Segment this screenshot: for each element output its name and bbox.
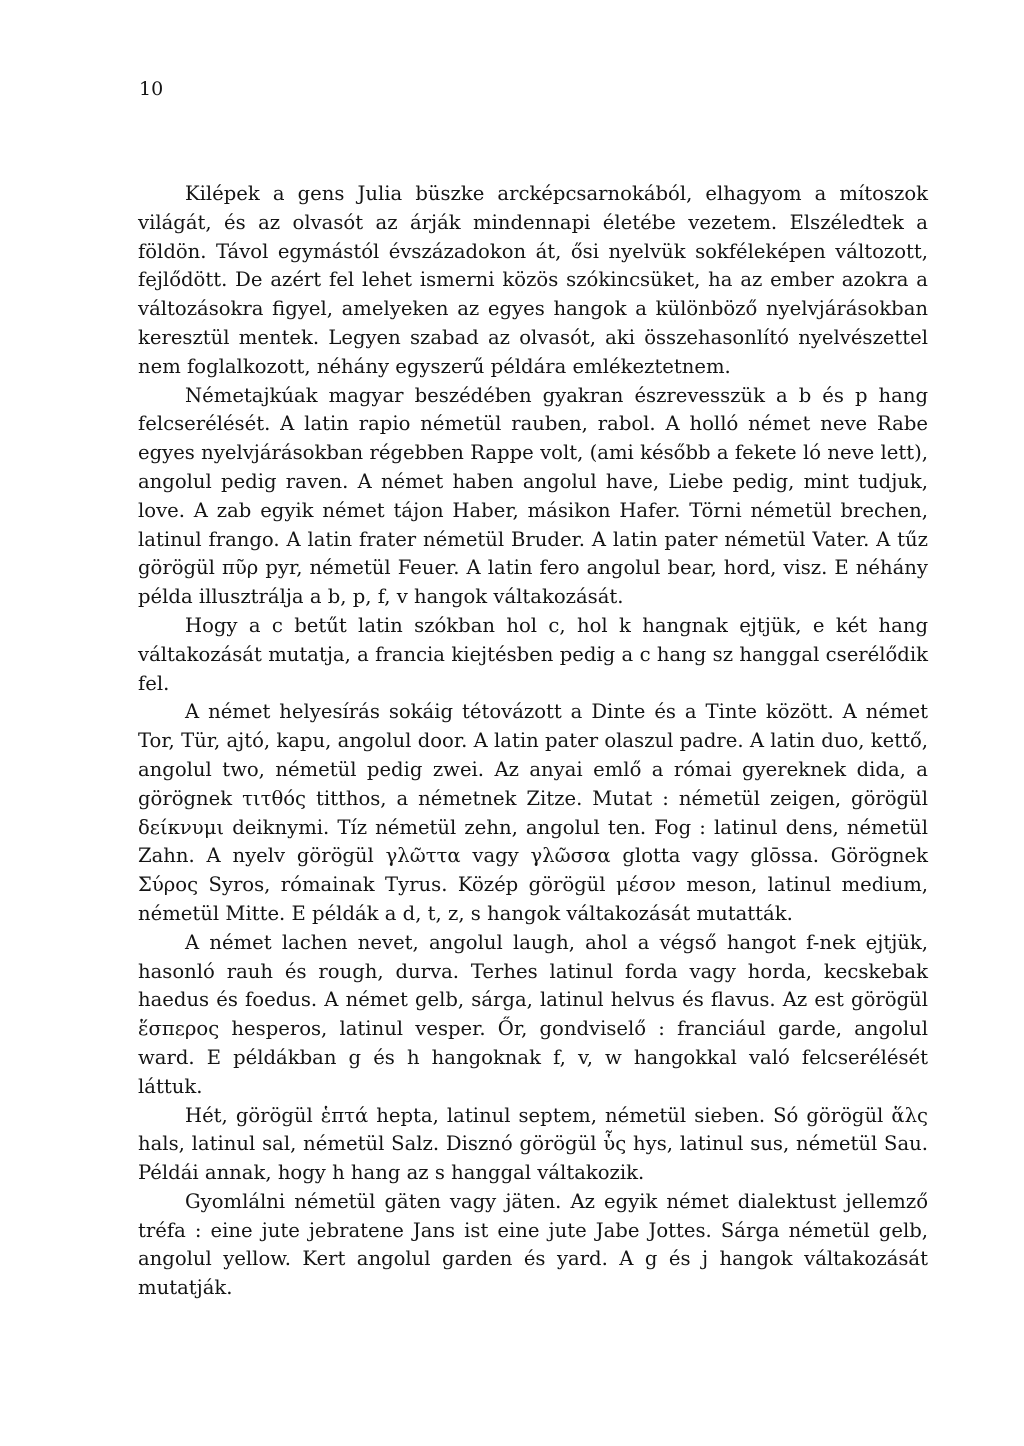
paragraph-4: A német helyesírás sokáig tétovázott a Dinte és a Tinte között. A német Tor, Tür, ajtó, kapu, angolul door. A latin pater olaszul padre. A latin duo, kettő, angolul two, németül pedig zwei. Az anyai emlő a római gyereknek dida, a görögnek τιτθός titthos, a németnek Zitze. Mutat : németül zeigen, görögül δείκνυμι deiknymi. Tíz németül zehn, angolul ten. Fog : latinul dens, németül Zahn. A nyelv görögül γλῶττα vagy γλῶσσα glotta vagy glōssa. Görögnek Σύρος Syros, rómainak Tyrus. Közép görögül μέσον meson, latinul medium, németül Mitte. E példák a d, t, z, s hangok váltakozását mutatták.: [138, 700, 928, 925]
paragraph-5: A német lachen nevet, angolul laugh, ahol a végső hangot f-nek ejtjük, hasonló rauh és rough, durva. Terhes latinul forda vagy horda, kecskebak haedus és foedus. A német gelb, sárga, latinul helvus és flavus. Az est görögül ἕσπερος hesperos, latinul vesper. Őr, gondviselő : franciául garde, angolul ward. E példákban g és h hangoknak f, v, w hangokkal való felcserélését láttuk.: [138, 930, 928, 1098]
paragraph-6: Hét, görögül ἑπτά hepta, latinul septem, németül sieben. Só görögül ἅλς hals, latinul sal, németül Salz. Disznó görögül ὗς hys, latinul sus, németül Sau. Példái annak, hogy h hang az s hanggal váltakozik.: [138, 1103, 928, 1185]
paragraph-1: Kilépek a gens Julia büszke arcképcsarnokából, elhagyom a mítoszok világát, és az olvasót az árják mindennapi életébe vezetem. Elszéledtek a földön. Távol egymástól évszázadokon át, ősi nyelvük sokféleképen változott, fejlődött. De azért fel lehet ismerni közös szókincsüket, ha az ember azokra a változásokra figyel, amelyeken az egyes hangok a különböző nyelvjárásokban keresztül mentek. Legyen szabad az olvasót, aki összehasonlító nyelvészettel nem foglalkozott, néhány egyszerű példára emlékeztetnem.: [138, 182, 928, 378]
paragraph-7: Gyomlálni németül gäten vagy jäten. Az egyik német dialektust jellemző tréfa : eine jute jebratene Jans ist eine jute Jabe Jottes. Sárga németül gelb, angolul yellow. Kert angolul garden és yard. A g és j hangok váltakozását mutatják.: [138, 1189, 928, 1300]
body-text: [138, 180, 928, 1303]
page-number: 10: [139, 78, 164, 100]
paragraph-3: Hogy a c betűt latin szókban hol c, hol k hangnak ejtjük, e két hang váltakozását mutatja, a francia kiejtésben pedig a c hang sz hanggal cserélődik fel.: [138, 613, 928, 695]
paragraph-2: Németajkúak magyar beszédében gyakran észrevesszük a b és p hang felcserélését. A latin rapio németül rauben, rabol. A holló német neve Rabe egyes nyelvjárásokban régebben Rappe volt, (ami később a fekete ló neve lett), angolul pedig raven. A német haben angolul have, Liebe pedig, mint tudjuk, love. A zab egyik német tájon Haber, másikon Hafer. Törni németül brechen, latinul frango. A latin frater németül Bruder. A latin pater németül Vater. A tűz görögül πῦρ pyr, németül Feuer. A latin fero angolul bear, hord, visz. E néhány példa illusztrálja a b, p, f, v hangok váltakozását.: [138, 383, 928, 609]
